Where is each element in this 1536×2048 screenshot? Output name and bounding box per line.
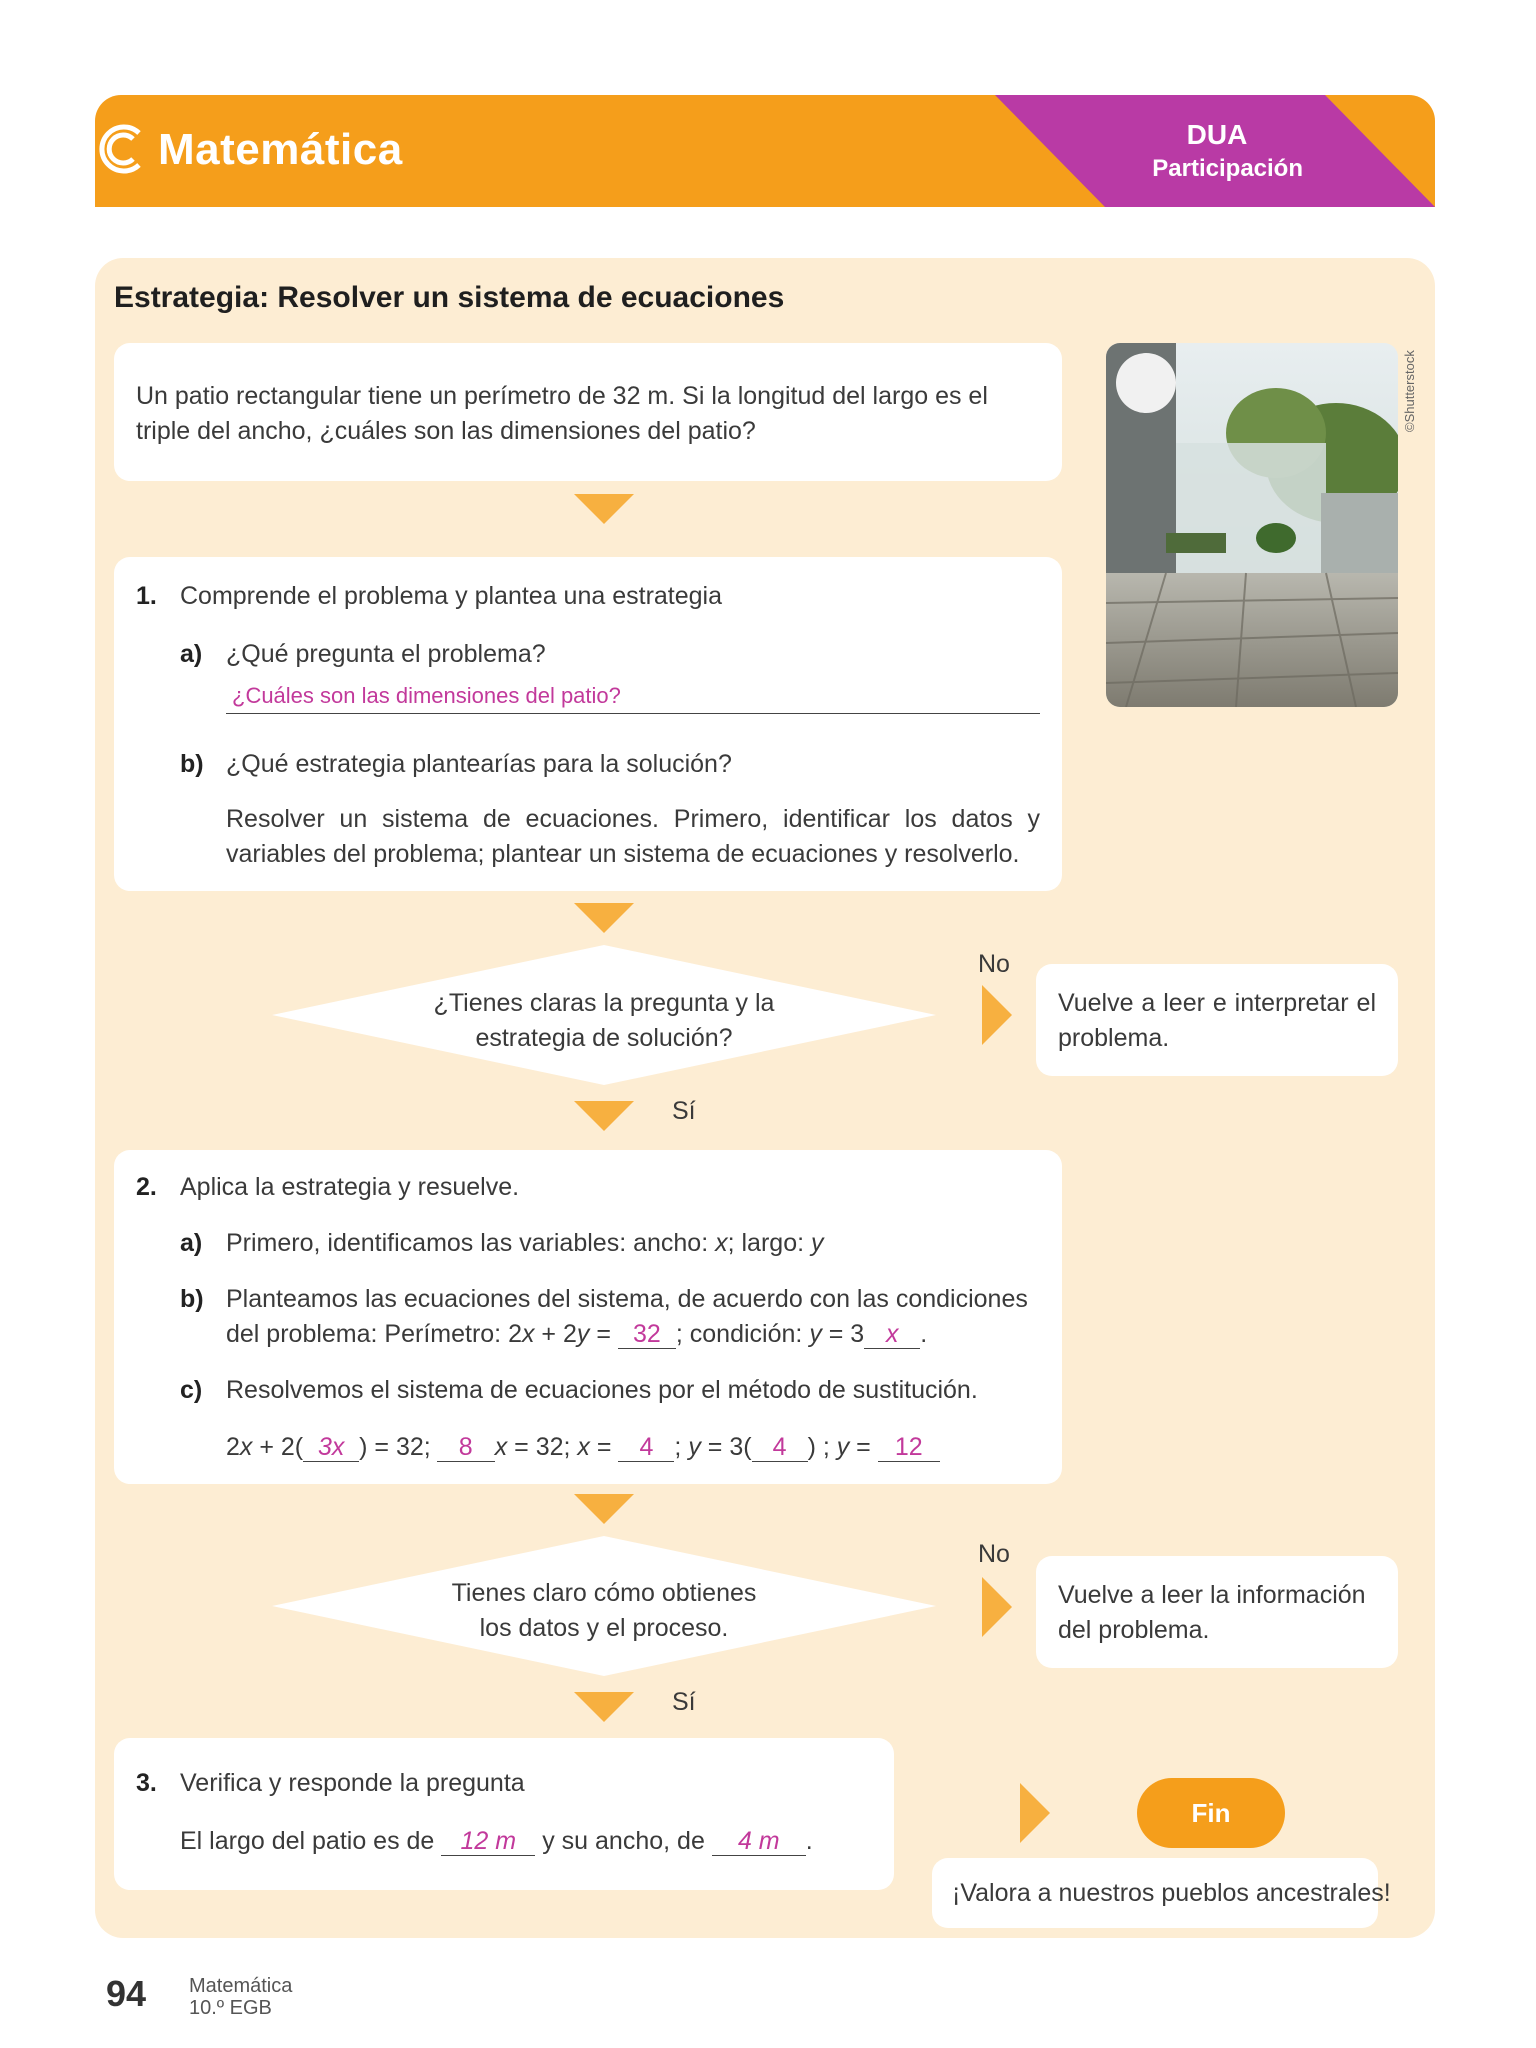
footer-grade: 10.º EGB <box>189 1997 272 2019</box>
step2-number: 2. <box>136 1173 157 1201</box>
decision2-no-label: No <box>978 1540 1010 1568</box>
step3-number: 3. <box>136 1769 157 1797</box>
flow-arrow-down-icon <box>574 1692 634 1722</box>
step1-a-answer: ¿Cuáles son las dimensiones del patio? <box>232 683 621 708</box>
var-x: x <box>521 1320 535 1348</box>
step3-answer-line <box>180 1824 813 1859</box>
dua-banner <box>995 95 1435 207</box>
answer-4b: 4 <box>772 1433 787 1461</box>
decision1-no-box <box>1036 964 1398 1076</box>
eq-part: = 3( <box>700 1433 752 1461</box>
answer-3x: 3x <box>317 1433 345 1461</box>
flow-arrow-down-icon <box>574 494 634 524</box>
step2-c-text: Resolvemos el sistema de ecuaciones por el método de sustitución. <box>226 1376 978 1404</box>
patio-photo <box>1106 343 1398 707</box>
decision2-yes-label: Sí <box>672 1688 696 1716</box>
flow-arrow-down-icon <box>574 903 634 933</box>
step2-c-label: c) <box>180 1376 203 1404</box>
fin-badge: Fin <box>1137 1778 1285 1848</box>
flow-arrow-down-icon <box>574 1101 634 1131</box>
step2-c-equation <box>226 1430 940 1465</box>
photo-credit: ©Shutterstock <box>1402 350 1417 432</box>
flow-arrow-right-icon <box>982 1577 1012 1637</box>
step1-card <box>114 557 1062 891</box>
eq-part: ) = 32; <box>359 1433 431 1461</box>
answer-perimeter: 32 <box>632 1320 661 1348</box>
equals-three: = 3 <box>821 1320 865 1348</box>
var-x: x <box>239 1433 253 1461</box>
eq-part: ) ; <box>807 1433 837 1461</box>
step2-b-line1: Planteamos las ecuaciones del sistema, de acuerdo con las condiciones <box>226 1285 1028 1313</box>
var-x: x <box>715 1229 728 1257</box>
step1-a-question: ¿Qué pregunta el problema? <box>226 640 546 668</box>
step3-pre: El largo del patio es de <box>180 1827 442 1855</box>
step2-b-line2 <box>226 1317 927 1352</box>
decision2-question-line2: los datos y el proceso. <box>479 1614 729 1642</box>
var-y: y <box>810 1229 824 1257</box>
step1-title: Comprende el problema y plantea una estrategia <box>180 582 723 610</box>
step1-b-question: ¿Qué estrategia plantearías para la solución? <box>226 750 732 778</box>
eq-part: = 32; <box>507 1433 578 1461</box>
eq-part: ; <box>674 1433 689 1461</box>
answer-largo: 12 m <box>460 1827 517 1855</box>
period: . <box>920 1320 928 1348</box>
subject-title: Matemática <box>158 125 403 174</box>
brand-logo-icon <box>95 119 147 179</box>
valora-text: ¡Valora a nuestros pueblos ancestrales! <box>952 1879 1391 1907</box>
step3-mid: y su ancho, de <box>542 1827 712 1855</box>
step3-title: Verifica y responde la pregunta <box>180 1769 525 1797</box>
flow-arrow-down-icon <box>574 1494 634 1524</box>
answer-4a: 4 <box>639 1433 654 1461</box>
var-y: y <box>688 1433 701 1461</box>
problem-card <box>114 343 1062 481</box>
step1-number: 1. <box>136 582 157 610</box>
footer-subject: Matemática <box>189 1975 293 1997</box>
page-number: 94 <box>106 1973 147 2014</box>
problem-text: Un patio rectangular tiene un perímetro de 32 m. Si la longitud del largo es el triple del ancho, ¿cuáles son las dimensiones del patio? <box>136 382 988 445</box>
footer-info <box>189 1975 292 2019</box>
step2-card <box>114 1150 1062 1484</box>
period: . <box>805 1827 813 1855</box>
var-y: y <box>809 1320 822 1348</box>
step2-b-cond: ; condición: <box>675 1320 810 1348</box>
flow-arrow-right-icon <box>982 985 1012 1045</box>
eq-part: 2 <box>226 1433 240 1461</box>
decision2-no-text: Vuelve a leer la información del problema. <box>1058 1581 1366 1644</box>
step3-card <box>114 1738 894 1890</box>
eq-part: = <box>589 1433 619 1461</box>
valora-box <box>932 1858 1391 1928</box>
decision1-yes-label: Sí <box>672 1097 696 1125</box>
decision2-no-box <box>1036 1556 1398 1668</box>
step2-b-pre: del problema: Perímetro: 2 <box>226 1320 522 1348</box>
answer-condition: x <box>885 1320 899 1348</box>
strategy-title: Estrategia: Resolver un sistema de ecuaciones <box>114 281 785 314</box>
var-x: x <box>577 1433 590 1461</box>
answer-8: 8 <box>458 1433 473 1461</box>
step1-a-answer-line <box>226 677 1040 714</box>
step2-b-label: b) <box>180 1285 204 1313</box>
decision1-question-line1: ¿Tienes claras la pregunta y la <box>433 989 775 1017</box>
var-y: y <box>836 1433 850 1461</box>
dua-subtitle: Participación <box>1152 155 1303 182</box>
dua-title: DUA <box>1186 119 1248 150</box>
step2-a-text <box>226 1226 823 1261</box>
header-banner <box>95 95 1435 207</box>
step2-a-text-pre: Primero, identificamos las variables: ancho: <box>226 1229 716 1257</box>
step1-b-answer: Resolver un sistema de ecuaciones. Primero, identificar los datos y variables del problema; plantear un sistema de ecuaciones y resolverlo. <box>226 805 1040 868</box>
plus-sign: + 2 <box>534 1320 577 1348</box>
answer-ancho: 4 m <box>737 1827 780 1855</box>
step1-a-label: a) <box>180 640 203 668</box>
decision1-no-label: No <box>978 950 1010 978</box>
step1-b-label: b) <box>180 750 204 778</box>
decision1-no-text: Vuelve a leer e interpretar el problema. <box>1058 989 1376 1052</box>
eq-part: + 2( <box>252 1433 304 1461</box>
answer-12: 12 <box>894 1433 923 1461</box>
var-y: y <box>576 1320 590 1348</box>
var-x: x <box>494 1433 508 1461</box>
equals-sign: = <box>589 1320 618 1348</box>
eq-part: = <box>849 1433 878 1461</box>
decision2-question-line1: Tienes claro cómo obtienes <box>451 1579 757 1607</box>
step2-a-label: a) <box>180 1229 203 1257</box>
step2-title: Aplica la estrategia y resuelve. <box>180 1173 520 1201</box>
decision1-question-line2: estrategia de solución? <box>475 1024 733 1052</box>
step2-a-text-mid: ; largo: <box>727 1229 811 1257</box>
flow-arrow-right-icon <box>1020 1783 1050 1843</box>
